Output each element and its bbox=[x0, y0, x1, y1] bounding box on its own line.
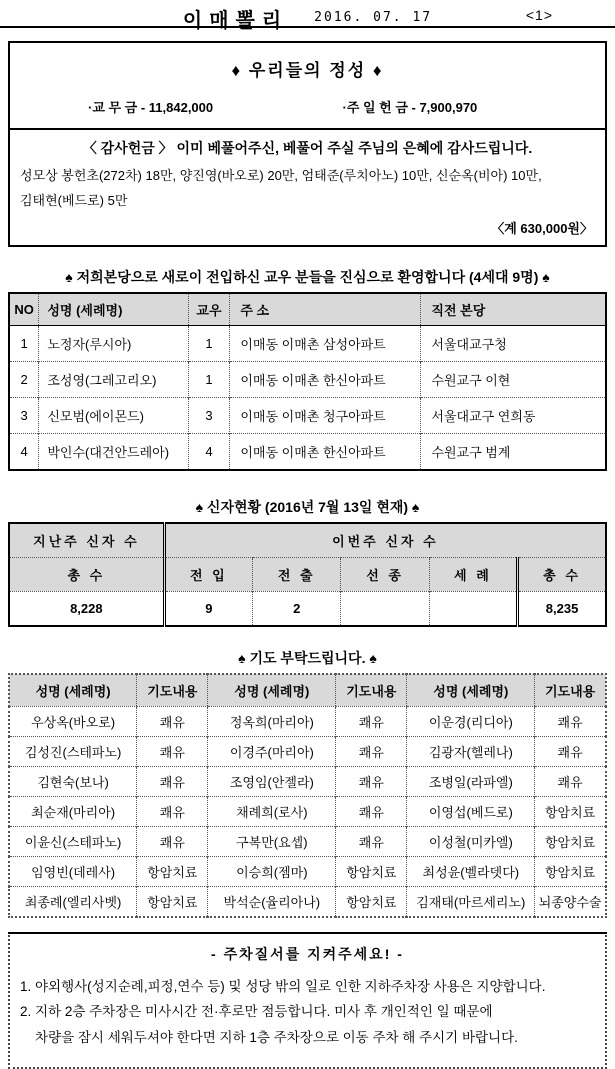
cell-name: 최성윤(벨라뎃다) bbox=[407, 856, 535, 886]
cell-name: 임영빈(데레사) bbox=[9, 856, 137, 886]
cell-name: 이영섭(베드로) bbox=[407, 796, 535, 826]
census-table bbox=[8, 522, 607, 627]
prayer-title: ♠ 기도 부탁드립니다. ♠ bbox=[238, 649, 377, 666]
cell-name: 조병일(라파엘) bbox=[407, 766, 535, 796]
this-week-header: 이번주 신자 수 bbox=[164, 523, 606, 558]
cell-address: 이매동 이매촌 한신아파트 bbox=[230, 433, 421, 470]
cell-intent: 쾌유 bbox=[336, 826, 407, 856]
subheader-baptism: 세 례 bbox=[429, 557, 517, 591]
cell-name: 조영임(안젤라) bbox=[208, 766, 336, 796]
value-total-this: 8,235 bbox=[518, 591, 606, 626]
col-header-members: 교우 bbox=[188, 293, 230, 326]
col-header-name: 성명 (세례명) bbox=[39, 293, 188, 326]
cell-members: 4 bbox=[188, 433, 230, 470]
thanks-offering-total: 〈계 630,000원〉 bbox=[491, 220, 593, 236]
value-transfer-out: 2 bbox=[253, 591, 341, 626]
cell-members: 1 bbox=[188, 361, 230, 397]
cell-name: 신모범(에이몬드) bbox=[39, 397, 188, 433]
church-dues-amount: ·교 무 금 - 11,842,000 bbox=[88, 100, 214, 115]
cell-name: 이경주(마리아) bbox=[208, 736, 336, 766]
cell-name: 김재태(마르세리노) bbox=[407, 886, 535, 917]
thanks-offering-line1: 성모상 봉헌초(272차) 18만, 양진영(바오로) 20만, 엄태준(루치아노) 10만, 신순옥(비아) 10만, bbox=[20, 168, 542, 183]
cell-prev-parish: 수원교구 이현 bbox=[421, 361, 606, 397]
cell-name: 박인수(대건안드레아) bbox=[39, 433, 188, 470]
col-header-no: NO bbox=[9, 293, 39, 326]
cell-intent: 쾌유 bbox=[336, 736, 407, 766]
cell-intent: 쾌유 bbox=[535, 736, 606, 766]
page-header bbox=[0, 0, 615, 32]
cell-intent: 쾌유 bbox=[137, 826, 208, 856]
table-row bbox=[9, 856, 606, 886]
cell-intent: 쾌유 bbox=[137, 736, 208, 766]
cell-intent: 항암치료 bbox=[137, 856, 208, 886]
subheader-total-last: 총 수 bbox=[9, 557, 164, 591]
cell-name: 김광자(헬레나) bbox=[407, 736, 535, 766]
value-transfer-in: 9 bbox=[164, 591, 252, 626]
table-row bbox=[9, 706, 606, 736]
prayer-table bbox=[8, 673, 607, 918]
cell-intent: 쾌유 bbox=[535, 706, 606, 736]
funds-row bbox=[10, 87, 605, 128]
cell-name: 우상옥(바오로) bbox=[9, 706, 137, 736]
offering-box bbox=[8, 41, 607, 247]
parking-rule-2-cont: 차량을 잠시 세워두셔야 한다면 지하 1층 주차장으로 이동 주차 해 주시기 바랍니다. bbox=[20, 1029, 518, 1045]
subheader-total-this: 총 수 bbox=[518, 557, 606, 591]
cell-no: 1 bbox=[9, 325, 39, 361]
offering-title: ♦ 우리들의 정성 ♦ bbox=[231, 61, 384, 80]
col-header-address: 주 소 bbox=[230, 293, 421, 326]
cell-intent: 항암치료 bbox=[535, 856, 606, 886]
cell-name: 노정자(루시아) bbox=[39, 325, 188, 361]
page-number: <1> bbox=[525, 7, 553, 23]
cell-name: 정옥희(마리아) bbox=[208, 706, 336, 736]
new-members-header-row bbox=[9, 293, 606, 326]
col-header-intent: 기도내용 bbox=[336, 674, 407, 707]
cell-name: 김성진(스테파노) bbox=[9, 736, 137, 766]
cell-intent: 항암치료 bbox=[336, 856, 407, 886]
col-header-name: 성명 (세례명) bbox=[208, 674, 336, 707]
value-total-last: 8,228 bbox=[9, 591, 164, 626]
col-header-intent: 기도내용 bbox=[137, 674, 208, 707]
thanks-offering-line2: 김태현(베드로) 5만 bbox=[20, 192, 128, 208]
table-row bbox=[9, 397, 606, 433]
table-row bbox=[9, 325, 606, 361]
col-header-intent: 기도내용 bbox=[535, 674, 606, 707]
cell-intent: 쾌유 bbox=[137, 766, 208, 796]
cell-address: 이매동 이매촌 한신아파트 bbox=[230, 361, 421, 397]
bulletin-masthead: 이매뽈리 bbox=[182, 10, 289, 32]
cell-intent: 쾌유 bbox=[137, 706, 208, 736]
value-baptism bbox=[429, 591, 517, 626]
cell-intent: 항암치료 bbox=[535, 826, 606, 856]
col-header-name: 성명 (세례명) bbox=[407, 674, 535, 707]
cell-no: 4 bbox=[9, 433, 39, 470]
last-week-header: 지난주 신자 수 bbox=[9, 523, 164, 558]
col-header-prev-parish: 직전 본당 bbox=[421, 293, 606, 326]
cell-address: 이매동 이매촌 삼성아파트 bbox=[230, 325, 421, 361]
table-row bbox=[9, 736, 606, 766]
table-row bbox=[9, 361, 606, 397]
cell-address: 이매동 이매촌 청구아파트 bbox=[230, 397, 421, 433]
cell-intent: 쾌유 bbox=[336, 766, 407, 796]
cell-prev-parish: 서울대교구청 bbox=[421, 325, 606, 361]
cell-intent: 항암치료 bbox=[535, 796, 606, 826]
footer-rule bbox=[8, 932, 607, 934]
parking-notice-title: - 주차질서를 지켜주세요! - bbox=[211, 945, 404, 962]
cell-intent: 항암치료 bbox=[137, 886, 208, 917]
cell-name: 이승희(젬마) bbox=[208, 856, 336, 886]
cell-members: 3 bbox=[188, 397, 230, 433]
cell-prev-parish: 수원교구 범계 bbox=[421, 433, 606, 470]
parking-rule-2: 2. 지하 2층 주차장은 미사시간 전·후로만 점등합니다. 미사 후 개인적인 일 때문에 bbox=[20, 1004, 493, 1020]
subheader-deceased: 선 종 bbox=[341, 557, 429, 591]
cell-name: 이성철(미카엘) bbox=[407, 826, 535, 856]
sunday-offering-amount: ·주 일 헌 금 - 7,900,970 bbox=[342, 100, 478, 115]
table-row bbox=[9, 766, 606, 796]
parking-rule-1: 1. 야외행사(성지순례,피정,연수 등) 및 성당 밖의 일로 인한 지하주차장 사용은 지양합니다. bbox=[20, 978, 546, 994]
census-subheader-row bbox=[9, 557, 606, 591]
issue-date: 2016. 07. 17 bbox=[314, 10, 433, 25]
subheader-transfer-in: 전 입 bbox=[164, 557, 252, 591]
cell-name: 박석순(율리아나) bbox=[208, 886, 336, 917]
thanks-offering-heading: 〈 감사헌금 〉 이미 베풀어주신, 베풀어 주실 주님의 은혜에 감사드립니다. bbox=[82, 140, 533, 156]
col-header-name: 성명 (세례명) bbox=[9, 674, 137, 707]
subheader-transfer-out: 전 출 bbox=[253, 557, 341, 591]
new-members-title: ♠ 저희본당으로 새로이 전입하신 교우 분들을 진심으로 환영합니다 (4세대 9명) ♠ bbox=[65, 268, 550, 285]
cell-intent: 쾌유 bbox=[336, 706, 407, 736]
cell-no: 2 bbox=[9, 361, 39, 397]
cell-name: 최종례(엘리사벳) bbox=[9, 886, 137, 917]
table-row bbox=[9, 796, 606, 826]
cell-intent: 쾌유 bbox=[535, 766, 606, 796]
parking-notice-box bbox=[8, 932, 607, 1069]
cell-intent: 쾌유 bbox=[336, 796, 407, 826]
table-row bbox=[9, 433, 606, 470]
census-values-row bbox=[9, 591, 606, 626]
census-title: ♠ 신자현황 (2016년 7월 13일 현재) ♠ bbox=[195, 498, 420, 515]
cell-name: 이윤신(스테파노) bbox=[9, 826, 137, 856]
cell-intent: 쾌유 bbox=[137, 796, 208, 826]
cell-members: 1 bbox=[188, 325, 230, 361]
cell-no: 3 bbox=[9, 397, 39, 433]
value-deceased bbox=[341, 591, 429, 626]
census-group-header-row bbox=[9, 523, 606, 558]
cell-name: 최순재(마리아) bbox=[9, 796, 137, 826]
cell-intent: 뇌종양수술 bbox=[535, 886, 606, 917]
cell-name: 구복만(요셉) bbox=[208, 826, 336, 856]
cell-name: 조성영(그레고리오) bbox=[39, 361, 188, 397]
prayer-header-row bbox=[9, 674, 606, 707]
table-row bbox=[9, 886, 606, 917]
cell-name: 이운경(리디아) bbox=[407, 706, 535, 736]
new-members-table bbox=[8, 292, 607, 471]
table-row bbox=[9, 826, 606, 856]
cell-name: 김현숙(보나) bbox=[9, 766, 137, 796]
cell-prev-parish: 서울대교구 연희동 bbox=[421, 397, 606, 433]
cell-name: 채례희(로사) bbox=[208, 796, 336, 826]
cell-intent: 항암치료 bbox=[336, 886, 407, 917]
